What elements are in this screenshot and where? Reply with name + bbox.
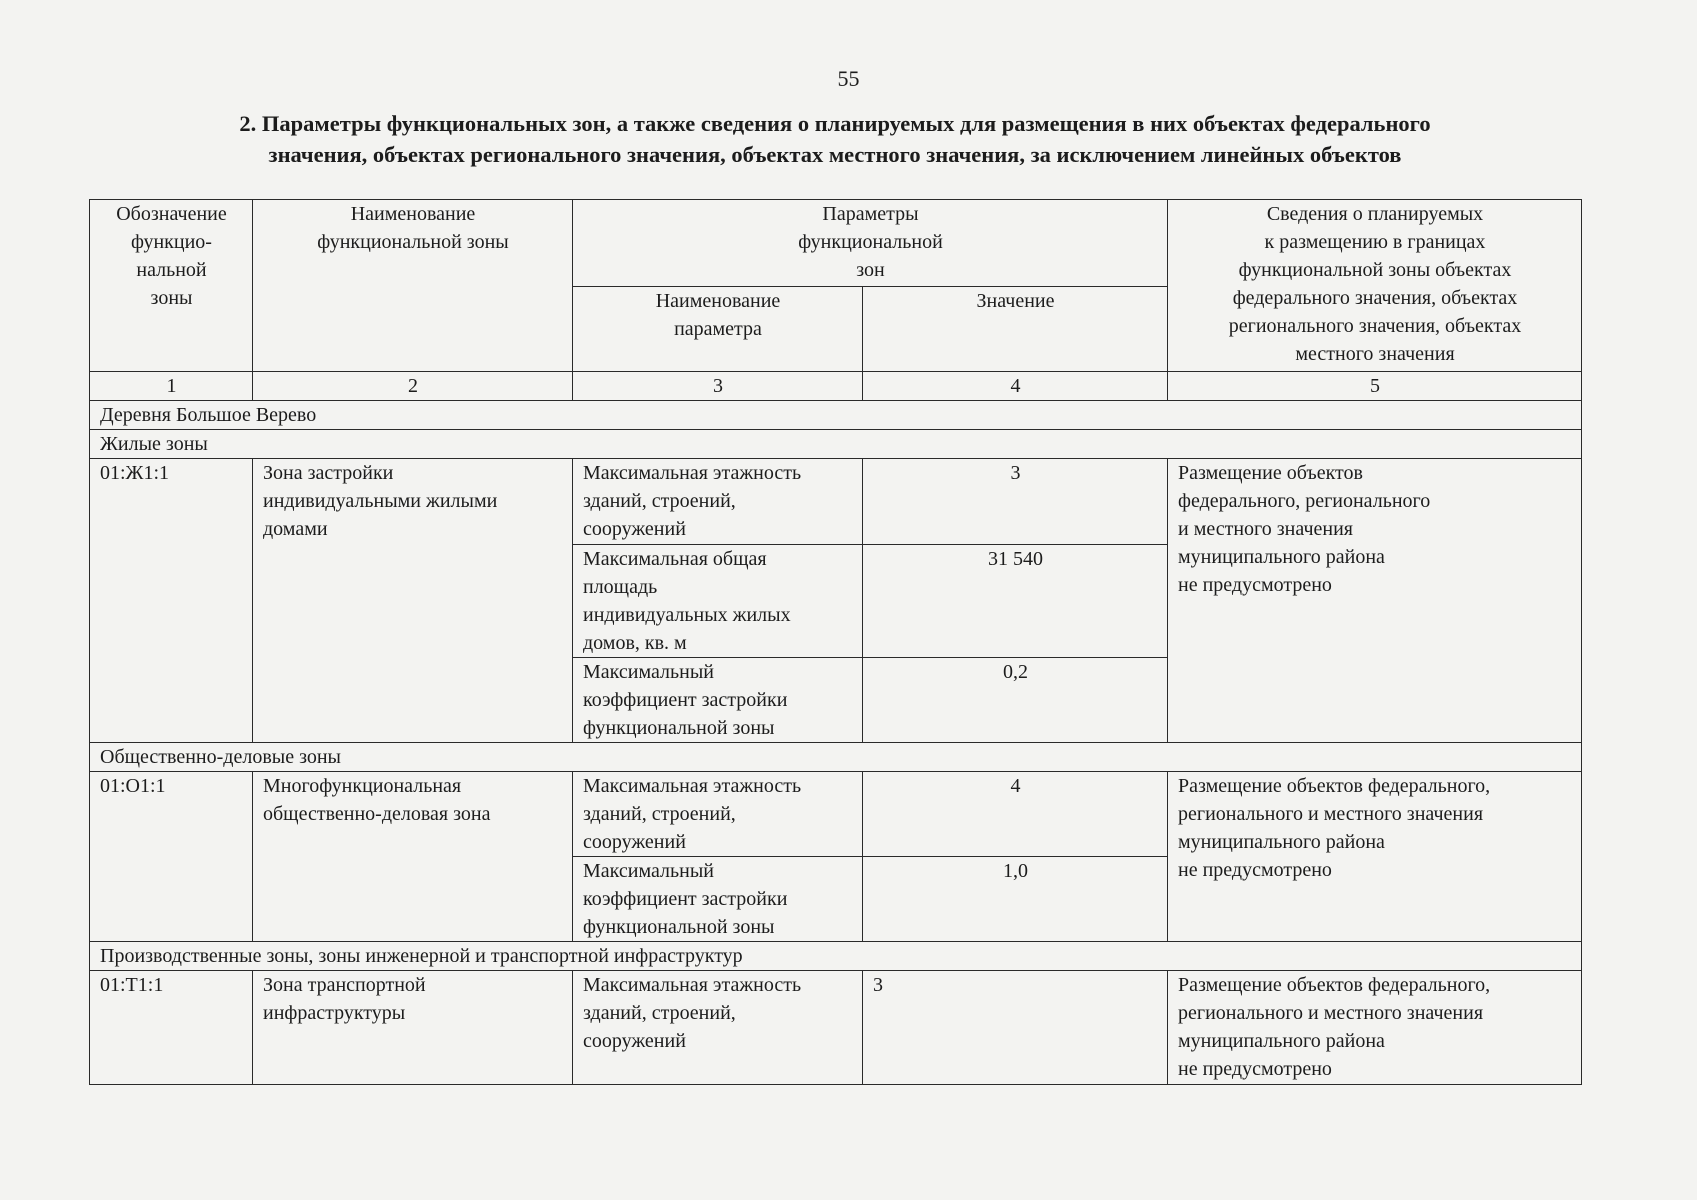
header-parameter-name: Наименование параметра	[573, 287, 863, 372]
header-zone-parameters: Параметры функциональной зон	[573, 200, 1168, 287]
parameter-name: Максимальная этажность зданий, строений, сооружений	[573, 971, 863, 1085]
section-title: Производственные зоны, зоны инженерной и транспортной инфраструктур	[90, 942, 1582, 971]
parameter-value: 31 540	[863, 545, 1168, 658]
zone-name: Многофункциональная общественно-деловая зона	[253, 772, 573, 942]
parameter-name: Максимальная общая площадь индивидуальных жилых домов, кв. м	[573, 545, 863, 658]
planned-objects-info: Размещение объектов федерального, регионального и местного значения муниципального района не предусмотрено	[1168, 459, 1582, 743]
zone-name: Зона транспортной инфраструктуры	[253, 971, 573, 1085]
parameter-value: 4	[863, 772, 1168, 857]
table-row	[90, 772, 1582, 857]
settlement-name: Деревня Большое Верево	[90, 401, 1582, 430]
zone-name: Зона застройки индивидуальными жилыми домами	[253, 459, 573, 743]
section-row	[90, 942, 1582, 971]
title-line: значения, объектах регионального значения, объектах местного значения, за исключением линейных объектов	[268, 142, 1402, 167]
page-title	[120, 108, 1550, 170]
column-number: 4	[863, 372, 1168, 401]
functional-zones-table	[89, 199, 1582, 1085]
parameter-name: Максимальный коэффициент застройки функциональной зоны	[573, 658, 863, 743]
page-number: 55	[837, 66, 860, 91]
section-title: Общественно-деловые зоны	[90, 743, 1582, 772]
parameter-name: Максимальный коэффициент застройки функциональной зоны	[573, 857, 863, 942]
section-row	[90, 743, 1582, 772]
title-line: 2. Параметры функциональных зон, а также сведения о планируемых для размещения в них объектах федерального	[239, 111, 1431, 136]
parameter-name: Максимальная этажность зданий, строений, сооружений	[573, 772, 863, 857]
zone-code: 01:О1:1	[90, 772, 253, 942]
parameter-value: 3	[863, 971, 1168, 1085]
header-parameter-value: Значение	[863, 287, 1168, 372]
parameter-value: 3	[863, 459, 1168, 545]
column-number: 5	[1168, 372, 1582, 401]
column-number: 3	[573, 372, 863, 401]
planned-objects-info: Размещение объектов федерального, регионального и местного значения муниципального района не предусмотрено	[1168, 971, 1582, 1085]
planned-objects-info: Размещение объектов федерального, регионального и местного значения муниципального района не предусмотрено	[1168, 772, 1582, 942]
settlement-row	[90, 401, 1582, 430]
parameter-value: 1,0	[863, 857, 1168, 942]
header-zone-code: Обозначение функцио- нальной зоны	[90, 200, 253, 372]
column-number: 1	[90, 372, 253, 401]
parameter-name: Максимальная этажность зданий, строений, сооружений	[573, 459, 863, 545]
header-planned-objects: Сведения о планируемых к размещению в границах функциональной зоны объектах федерального значения, объектах регионального значения, объектах местного значения	[1168, 200, 1582, 372]
zone-code: 01:Ж1:1	[90, 459, 253, 743]
column-number: 2	[253, 372, 573, 401]
parameter-value: 0,2	[863, 658, 1168, 743]
section-title: Жилые зоны	[90, 430, 1582, 459]
column-numbers-row	[90, 372, 1582, 401]
header-zone-name: Наименование функциональной зоны	[253, 200, 573, 372]
table-row	[90, 459, 1582, 545]
section-row	[90, 430, 1582, 459]
table-row	[90, 971, 1582, 1085]
zone-code: 01:Т1:1	[90, 971, 253, 1085]
